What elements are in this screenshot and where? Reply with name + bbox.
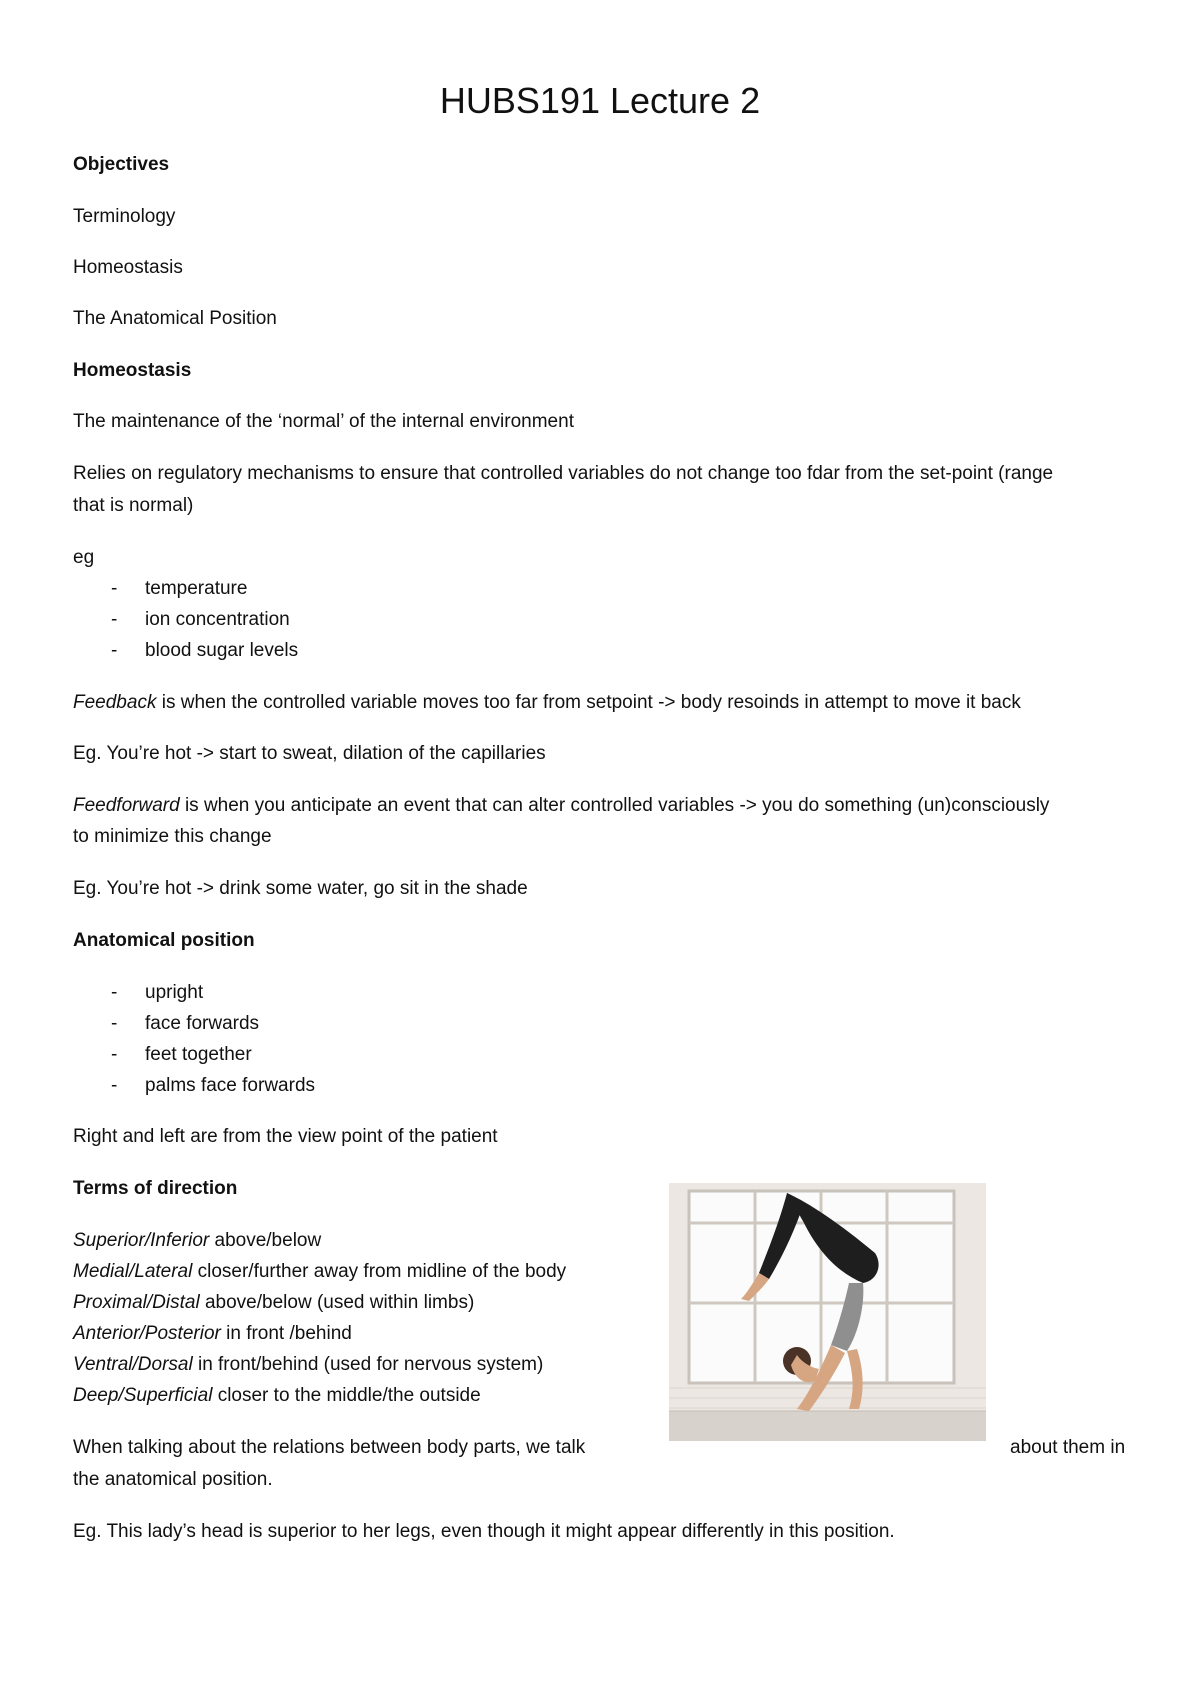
anatomical-note: Right and left are from the view point of the patient: [73, 1126, 498, 1147]
term-row: [73, 1321, 352, 1347]
term-name: Medial/Lateral: [73, 1261, 193, 1282]
term-desc: closer to the middle/the outside: [212, 1385, 481, 1406]
list-item: ion concentration: [145, 609, 290, 630]
list-dash: -: [111, 609, 118, 630]
term-name: Ventral/Dorsal: [73, 1354, 193, 1375]
list-dash: -: [111, 1075, 118, 1096]
term-name: Anterior/Posterior: [73, 1323, 221, 1344]
feedforward-text-line2: to minimize this change: [73, 826, 272, 847]
relations-line2: the anatomical position.: [73, 1469, 273, 1490]
list-dash: -: [111, 1013, 118, 1034]
homeostasis-heading: Homeostasis: [73, 360, 192, 381]
term-row: [73, 1352, 543, 1378]
list-dash: -: [111, 1044, 118, 1065]
objective-item: The Anatomical Position: [73, 308, 277, 329]
feedforward-example: Eg. You’re hot -> drink some water, go sit in the shade: [73, 878, 528, 899]
list-item: upright: [145, 982, 204, 1003]
feedforward-term: Feedforward: [73, 795, 180, 816]
terms-example: Eg. This lady’s head is superior to her legs, even though it might appear differently in this position.: [73, 1521, 895, 1542]
term-name: Deep/Superficial: [73, 1385, 213, 1406]
list-dash: -: [111, 578, 118, 599]
list-item: palms face forwards: [145, 1075, 316, 1096]
yoga-pose-photo: [669, 1183, 986, 1441]
feedforward-paragraph: [73, 793, 1049, 819]
feedback-example: Eg. You’re hot -> start to sweat, dilation of the capillaries: [73, 743, 546, 764]
relations-left: When talking about the relations between body parts, we talk: [73, 1437, 586, 1458]
list-item: temperature: [145, 578, 248, 599]
list-item: face forwards: [145, 1013, 260, 1034]
feedforward-text: is when you anticipate an event that can alter controlled variables -> you do something (un)consciously: [179, 795, 1050, 816]
list-dash: -: [111, 640, 118, 661]
feedback-text: is when the controlled variable moves too far from setpoint -> body resoinds in attempt to move it back: [156, 692, 1021, 713]
term-desc: in front/behind (used for nervous system): [192, 1354, 544, 1375]
term-row: [73, 1383, 481, 1409]
term-desc: above/below (used within limbs): [199, 1292, 475, 1313]
term-name: Proximal/Distal: [73, 1292, 200, 1313]
term-desc: above/below: [209, 1230, 322, 1251]
list-item: feet together: [145, 1044, 252, 1065]
objective-item: Homeostasis: [73, 257, 183, 278]
homeostasis-definition: The maintenance of the ‘normal’ of the internal environment: [73, 411, 574, 432]
list-item: blood sugar levels: [145, 640, 299, 661]
term-name: Superior/Inferior: [73, 1230, 210, 1251]
objective-item: Terminology: [73, 206, 176, 227]
list-dash: -: [111, 982, 118, 1003]
homeostasis-relies-line2: that is normal): [73, 495, 194, 516]
page-title: HUBS191 Lecture 2: [439, 80, 761, 121]
feedback-paragraph: [73, 690, 1021, 716]
terms-heading: Terms of direction: [73, 1178, 238, 1199]
term-row: [73, 1228, 321, 1254]
homeostasis-relies-line1: Relies on regulatory mechanisms to ensure that controlled variables do not change too fdar from the set-point (range: [73, 463, 1054, 484]
relations-right: about them in: [1010, 1437, 1126, 1458]
anatomical-heading: Anatomical position: [73, 930, 255, 951]
term-desc: closer/further away from midline of the body: [192, 1261, 567, 1282]
eg-label: eg: [73, 547, 95, 568]
objectives-heading: Objectives: [73, 154, 170, 175]
feedback-term: Feedback: [73, 692, 157, 713]
term-desc: in front /behind: [220, 1323, 352, 1344]
term-row: [73, 1290, 474, 1316]
yoga-pose-illustration: [669, 1183, 986, 1441]
term-row: [73, 1259, 566, 1285]
